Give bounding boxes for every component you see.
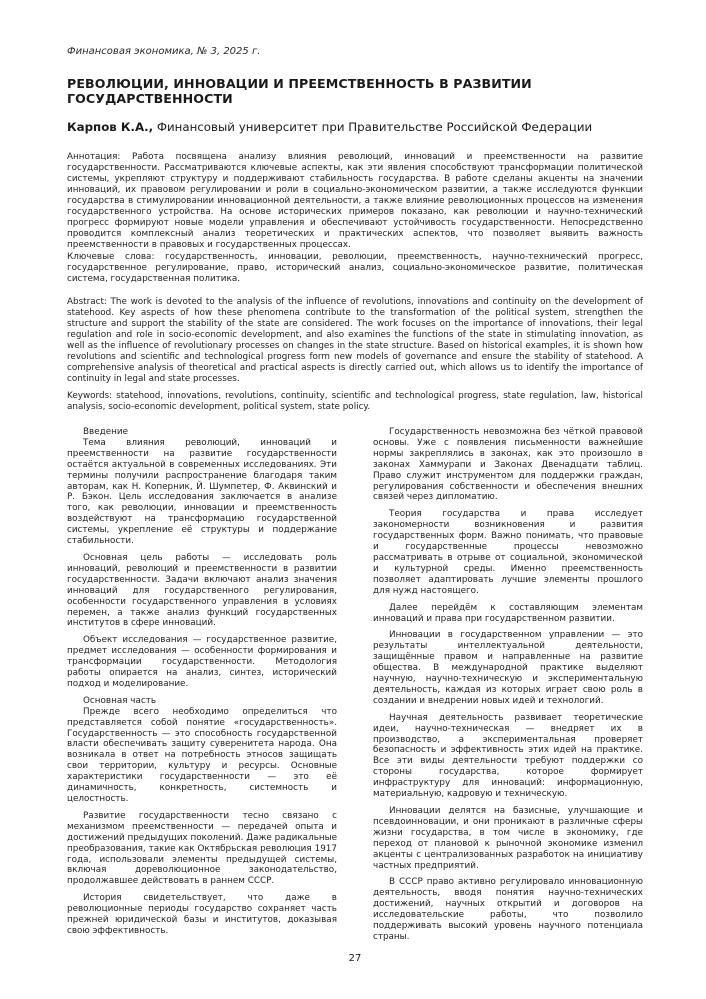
- author-affiliation: Финансовый университет при Правительстве Российской Федерации: [153, 120, 593, 134]
- body-paragraph: Прежде всего необходимо определиться что представляется собой понятие «государственность». Государственность — это способность государственной власти обеспечивать защиту суверенитета народа. Она возникала в ответ на потребность этносов защищать свои территории, культуру и ресурсы. Основные характеристики государственности — это её динамичность, конкретность, системность и целостность.: [67, 706, 337, 804]
- body-paragraph: Тема влияния революций, инноваций и преемственности на развитие государственности остаётся актуальной в современных исследованиях. Эти термины получили распространение благодаря таким авторам, как Н. Коперник, Й. Шумпетер, Ф. Аквинский и Р. Бэкон. Цель исследования заключается в анализе того, как революции, инновации и преемственность воздействуют на трансформацию государственной системы, укрепление её структуры и поддержание стабильности.: [67, 437, 337, 547]
- body-paragraph: Научная деятельность развивает теоретические идеи, научно-техническая — внедряет их в производство, а экспериментальная проверяет безопасность и эффективность этих идей на практике. Все эти виды деятельности требуют поддержки со стороны государства, которое формирует инфраструктуру для инноваций: информационную, материальную, кадровую и техническую.: [373, 712, 643, 800]
- page-number: 27: [348, 953, 362, 964]
- article-title: РЕВОЛЮЦИИ, ИННОВАЦИИ И ПРЕЕМСТВЕННОСТЬ В РАЗВИТИИ ГОСУДАРСТВЕННОСТИ: [67, 76, 532, 106]
- body-paragraph: Инновации делятся на базисные, улучшающие и псевдоинновации, и они проникают в различные сферы жизни государства, в том числе в экономику, где переход от плановой к рыночной экономике изменил акценты с централизованных разработок на инициативу частных предприятий.: [373, 806, 643, 871]
- body-paragraph: История свидетельствует, что даже в революционные периоды государство сохраняет часть прежней юридической базы и институтов, доказывая свою эффективность.: [67, 893, 337, 936]
- right-column: [373, 427, 643, 949]
- left-column: [67, 427, 337, 943]
- body-paragraph: Инновации в государственном управлении — это результаты интеллектуальной деятельности, защищённые правом и направленные на развитие общества. В международной практике выделяют научную, научно-техническую и экспериментальную деятельность, каждая из которых играет свою роль в создании и внедрении новых идей и технологий.: [373, 630, 643, 706]
- body-paragraph: В СССР право активно регулировало инновационную деятельность, вводя понятия научно-технических достижений, научных открытий и договоров на исследовательские работы, что позволило поддерживать высокий уровень научного потенциала страны.: [373, 877, 643, 942]
- author-name: Карпов К.А.,: [67, 120, 154, 134]
- journal-header: Финансовая экономика, № 3, 2025 г.: [67, 46, 261, 57]
- author-line: [67, 120, 643, 134]
- russian-keywords: Ключевые слова: государственность, инновации, революции, преемственность, научно-технический прогресс, государственное регулирование, право, исторический анализ, социально-экономическое развитие, политическая система, государственная политика.: [67, 252, 643, 284]
- body-paragraph: Теория государства и права исследует закономерности возникновения и развития государственных форм. Важно понимать, что правовые и государственные процессы невозможно рассматривать в отрыве от социальной, экономической и культурной среды. Именно преемственность позволяет адаптировать лучшие элементы прошлого для нужд настоящего.: [373, 509, 643, 596]
- english-abstract: Abstract: The work is devoted to the analysis of the influence of revolutions, innovations and continuity on the development of statehood. Key aspects of how these phenomena contribute to the transformation of the political system, strengthen the structure and support the stability of the state are considered. The work focuses on the importance of innovations, their legal regulation and role in socio-economic development, and also examines the functions of the state in stimulating innovation, as well as the influence of revolutionary processes on changes in the state structure. Based on historical examples, it is shown how revolutions and scientific and technological progress form new models of governance and ensure the stability of statehood. A comprehensive analysis of theoretical and practical aspects is directly carried out, which allows us to identify the importance of continuity in legal and state processes.: [67, 297, 643, 384]
- body-paragraph: Объект исследования — государственное развитие, предмет исследования — особенности формирования и трансформации государственности. Методология работы опирается на анализ, синтез, исторический подход и моделирование.: [67, 635, 337, 689]
- english-keywords: Keywords: statehood, innovations, revolutions, continuity, scientific and technological progress, state regulation, law, historical analysis, socio-economic development, political system, state policy.: [67, 391, 643, 412]
- body-paragraph: Далее перейдём к составляющим элементам инноваций и права при государственном развитии.: [373, 602, 643, 624]
- russian-abstract: Аннотация: Работа посвящена анализу влияния революций, инноваций и преемственности на развитие государственности. Рассматриваются ключевые аспекты, как эти явления способствуют трансформации политической системы, укрепляют структуру и поддерживают стабильность государства. В работе сделаны акценты на значении инноваций, их правовом регулировании и роли в социально-экономическом развитии, а также исследуются функции государства в стимулировании инновационной деятельности, а также влияние революционных процессов на изменения государственного устройства. На основе исторических примеров показано, как революции и научно-технический прогресс формируют новые модели управления и обеспечивают устойчивость государственности. Непосредственно проводится комплексный анализ теоретических и практических аспектов, что позволяет выявить важность преемственности в правовых и государственных процессах.: [67, 152, 643, 250]
- body-paragraph: Государственность невозможна без чёткой правовой основы. Уже с появления письменности важнейшие нормы закреплялись в законах, как это произошло в законах Хаммурапи и Законах Двенадцати таблиц. Право служит инструментом для поддержки граждан, регулирования собственности и обеспечения внешних связей через дипломатию.: [373, 427, 643, 503]
- main-heading: Основная часть: [83, 695, 157, 706]
- intro-heading: Введение: [83, 427, 129, 437]
- body-paragraph: Основная цель работы — исследовать роль инноваций, революций и преемственности в развитии государственности. Задачи включают анализ значения инноваций для государственного регулирования, особенности государственного управления в условиях перемен, а также анализ функций государственных институтов в сфере инноваций.: [67, 552, 337, 629]
- body-paragraph: Развитие государственности тесно связано с механизмом преемственности — передачей опыта и достижений предыдущих поколений. Даже радикальные преобразования, такие как Октябрьская революция 1917 года, использовали элементы предыдущей системы, включая дореволюционное законодательство, продолжавшее действовать в раннем СССР.: [67, 810, 337, 887]
